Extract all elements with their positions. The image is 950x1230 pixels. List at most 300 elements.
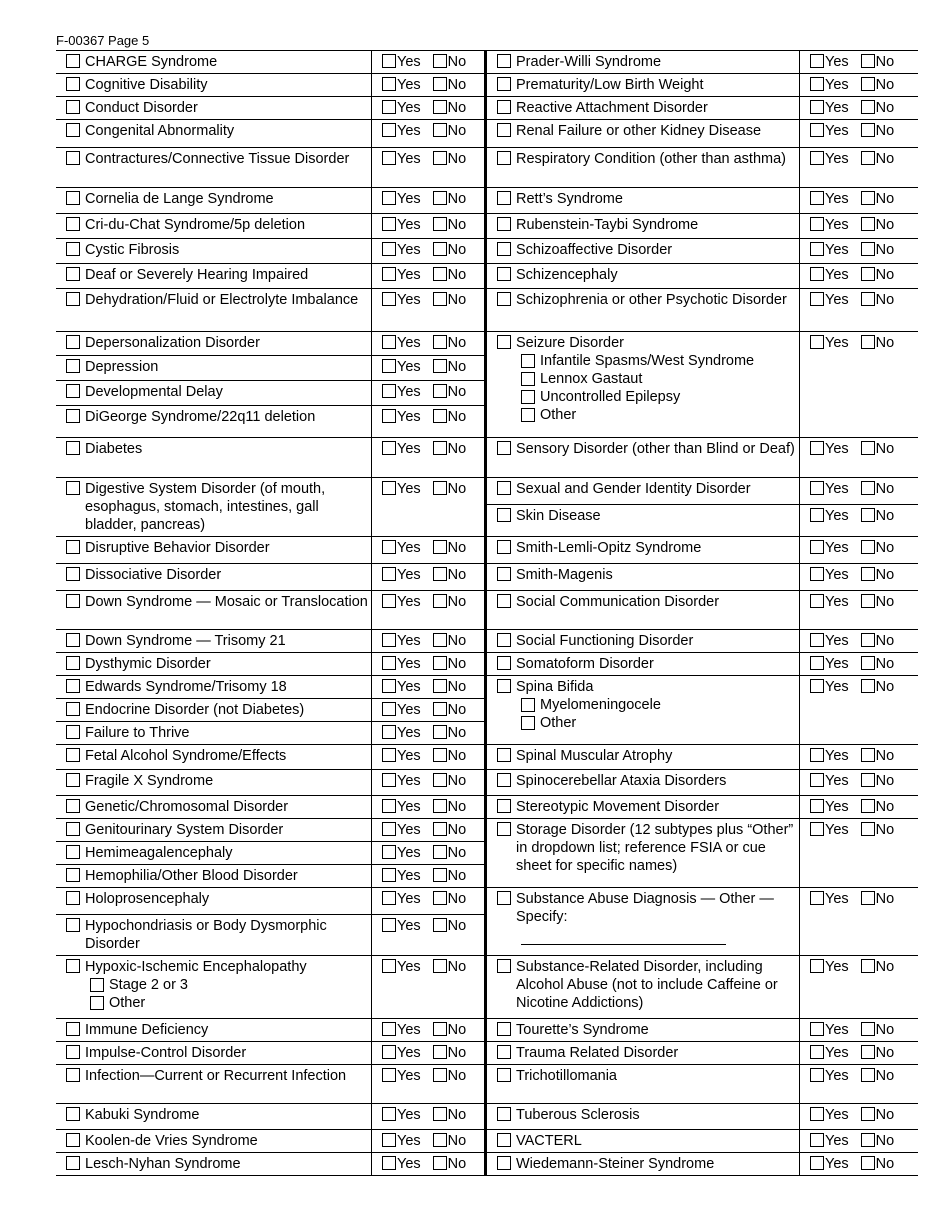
yes-checkbox[interactable]	[382, 891, 396, 905]
yes-checkbox[interactable]	[382, 1068, 396, 1082]
condition-checkbox[interactable]	[497, 959, 511, 973]
yes-checkbox[interactable]	[382, 54, 396, 68]
yes-option[interactable]	[810, 76, 849, 94]
no-option[interactable]	[861, 632, 895, 650]
no-checkbox[interactable]	[433, 335, 447, 349]
no-checkbox[interactable]	[433, 1022, 447, 1036]
yes-option[interactable]	[810, 678, 849, 696]
yes-checkbox[interactable]	[382, 191, 396, 205]
no-option[interactable]	[433, 566, 467, 584]
yes-option[interactable]	[382, 772, 421, 790]
yes-checkbox[interactable]	[382, 845, 396, 859]
no-option[interactable]	[433, 867, 467, 885]
no-checkbox[interactable]	[433, 292, 447, 306]
no-option[interactable]	[433, 241, 467, 259]
no-option[interactable]	[861, 539, 895, 557]
yes-checkbox[interactable]	[382, 217, 396, 231]
no-checkbox[interactable]	[861, 335, 875, 349]
no-checkbox[interactable]	[433, 191, 447, 205]
subtype-checkbox[interactable]	[521, 372, 535, 386]
yes-checkbox[interactable]	[810, 540, 824, 554]
no-option[interactable]	[433, 724, 467, 742]
yes-checkbox[interactable]	[382, 773, 396, 787]
no-option[interactable]	[433, 291, 467, 309]
no-checkbox[interactable]	[433, 959, 447, 973]
no-option[interactable]	[433, 440, 467, 458]
no-option[interactable]	[861, 190, 895, 208]
yes-checkbox[interactable]	[810, 656, 824, 670]
no-checkbox[interactable]	[433, 918, 447, 932]
yes-checkbox[interactable]	[810, 679, 824, 693]
no-checkbox[interactable]	[433, 868, 447, 882]
condition-checkbox[interactable]	[66, 267, 80, 281]
condition-checkbox[interactable]	[497, 540, 511, 554]
no-checkbox[interactable]	[433, 267, 447, 281]
yes-option[interactable]	[382, 539, 421, 557]
no-checkbox[interactable]	[861, 656, 875, 670]
no-option[interactable]	[861, 1021, 895, 1039]
condition-checkbox[interactable]	[66, 567, 80, 581]
condition-checkbox[interactable]	[497, 1022, 511, 1036]
no-checkbox[interactable]	[433, 242, 447, 256]
no-option[interactable]	[861, 291, 895, 309]
yes-option[interactable]	[382, 844, 421, 862]
no-checkbox[interactable]	[861, 123, 875, 137]
yes-option[interactable]	[382, 1067, 421, 1085]
yes-option[interactable]	[810, 334, 849, 352]
no-option[interactable]	[861, 480, 895, 498]
no-option[interactable]	[861, 1155, 895, 1173]
yes-option[interactable]	[382, 798, 421, 816]
condition-checkbox[interactable]	[66, 384, 80, 398]
condition-checkbox[interactable]	[66, 1156, 80, 1170]
no-option[interactable]	[433, 678, 467, 696]
yes-checkbox[interactable]	[810, 441, 824, 455]
no-checkbox[interactable]	[861, 191, 875, 205]
no-checkbox[interactable]	[433, 845, 447, 859]
no-option[interactable]	[861, 958, 895, 976]
no-option[interactable]	[861, 798, 895, 816]
no-checkbox[interactable]	[433, 656, 447, 670]
yes-option[interactable]	[382, 440, 421, 458]
yes-checkbox[interactable]	[382, 100, 396, 114]
yes-option[interactable]	[810, 1132, 849, 1150]
no-option[interactable]	[433, 632, 467, 650]
no-option[interactable]	[861, 1044, 895, 1062]
yes-option[interactable]	[810, 772, 849, 790]
no-checkbox[interactable]	[861, 1045, 875, 1059]
no-checkbox[interactable]	[433, 594, 447, 608]
yes-option[interactable]	[810, 1044, 849, 1062]
no-option[interactable]	[861, 678, 895, 696]
yes-checkbox[interactable]	[382, 481, 396, 495]
no-checkbox[interactable]	[433, 633, 447, 647]
subtype-checkbox[interactable]	[521, 390, 535, 404]
condition-checkbox[interactable]	[497, 799, 511, 813]
yes-option[interactable]	[382, 150, 421, 168]
yes-option[interactable]	[810, 655, 849, 673]
no-option[interactable]	[433, 408, 467, 426]
condition-checkbox[interactable]	[66, 725, 80, 739]
no-checkbox[interactable]	[861, 100, 875, 114]
yes-option[interactable]	[382, 291, 421, 309]
no-checkbox[interactable]	[861, 1133, 875, 1147]
specify-input-line[interactable]	[521, 930, 726, 945]
condition-checkbox[interactable]	[66, 540, 80, 554]
condition-checkbox[interactable]	[497, 1156, 511, 1170]
yes-checkbox[interactable]	[810, 242, 824, 256]
condition-checkbox[interactable]	[497, 679, 511, 693]
condition-checkbox[interactable]	[497, 151, 511, 165]
yes-option[interactable]	[810, 1155, 849, 1173]
condition-checkbox[interactable]	[497, 633, 511, 647]
subtype-checkbox[interactable]	[90, 978, 104, 992]
condition-checkbox[interactable]	[497, 242, 511, 256]
no-option[interactable]	[861, 122, 895, 140]
condition-checkbox[interactable]	[66, 959, 80, 973]
condition-checkbox[interactable]	[497, 335, 511, 349]
yes-checkbox[interactable]	[810, 748, 824, 762]
yes-checkbox[interactable]	[382, 267, 396, 281]
condition-checkbox[interactable]	[497, 748, 511, 762]
yes-option[interactable]	[810, 480, 849, 498]
no-option[interactable]	[861, 99, 895, 117]
no-option[interactable]	[861, 890, 895, 908]
condition-checkbox[interactable]	[66, 1045, 80, 1059]
no-checkbox[interactable]	[861, 54, 875, 68]
yes-checkbox[interactable]	[382, 725, 396, 739]
yes-option[interactable]	[810, 53, 849, 71]
yes-option[interactable]	[382, 958, 421, 976]
yes-option[interactable]	[810, 798, 849, 816]
no-option[interactable]	[861, 821, 895, 839]
no-option[interactable]	[861, 440, 895, 458]
no-checkbox[interactable]	[861, 217, 875, 231]
condition-checkbox[interactable]	[66, 1107, 80, 1121]
yes-option[interactable]	[810, 539, 849, 557]
condition-checkbox[interactable]	[497, 441, 511, 455]
no-checkbox[interactable]	[433, 481, 447, 495]
condition-checkbox[interactable]	[497, 1068, 511, 1082]
yes-checkbox[interactable]	[810, 77, 824, 91]
condition-checkbox[interactable]	[497, 594, 511, 608]
condition-checkbox[interactable]	[66, 868, 80, 882]
condition-checkbox[interactable]	[497, 481, 511, 495]
yes-checkbox[interactable]	[382, 594, 396, 608]
no-checkbox[interactable]	[433, 123, 447, 137]
no-option[interactable]	[861, 593, 895, 611]
no-checkbox[interactable]	[433, 151, 447, 165]
condition-checkbox[interactable]	[497, 1133, 511, 1147]
yes-checkbox[interactable]	[382, 679, 396, 693]
yes-option[interactable]	[382, 890, 421, 908]
no-option[interactable]	[433, 150, 467, 168]
no-option[interactable]	[433, 844, 467, 862]
yes-checkbox[interactable]	[810, 594, 824, 608]
yes-option[interactable]	[382, 1044, 421, 1062]
yes-checkbox[interactable]	[810, 1107, 824, 1121]
yes-checkbox[interactable]	[382, 868, 396, 882]
yes-option[interactable]	[382, 266, 421, 284]
no-option[interactable]	[433, 1021, 467, 1039]
yes-option[interactable]	[382, 76, 421, 94]
condition-checkbox[interactable]	[66, 481, 80, 495]
yes-checkbox[interactable]	[382, 335, 396, 349]
yes-checkbox[interactable]	[382, 409, 396, 423]
condition-checkbox[interactable]	[66, 441, 80, 455]
no-option[interactable]	[433, 593, 467, 611]
no-option[interactable]	[433, 99, 467, 117]
no-option[interactable]	[433, 480, 467, 498]
condition-checkbox[interactable]	[66, 335, 80, 349]
no-option[interactable]	[861, 150, 895, 168]
yes-checkbox[interactable]	[810, 335, 824, 349]
yes-checkbox[interactable]	[382, 1156, 396, 1170]
yes-checkbox[interactable]	[382, 540, 396, 554]
yes-option[interactable]	[382, 216, 421, 234]
no-option[interactable]	[433, 655, 467, 673]
condition-checkbox[interactable]	[66, 191, 80, 205]
yes-option[interactable]	[382, 593, 421, 611]
no-checkbox[interactable]	[433, 891, 447, 905]
no-checkbox[interactable]	[433, 384, 447, 398]
yes-option[interactable]	[382, 655, 421, 673]
yes-option[interactable]	[810, 890, 849, 908]
yes-checkbox[interactable]	[382, 799, 396, 813]
no-option[interactable]	[433, 917, 467, 935]
no-checkbox[interactable]	[861, 748, 875, 762]
no-checkbox[interactable]	[433, 1133, 447, 1147]
no-option[interactable]	[861, 1067, 895, 1085]
no-checkbox[interactable]	[433, 702, 447, 716]
no-checkbox[interactable]	[861, 540, 875, 554]
no-checkbox[interactable]	[433, 725, 447, 739]
condition-checkbox[interactable]	[66, 918, 80, 932]
yes-checkbox[interactable]	[382, 441, 396, 455]
no-option[interactable]	[433, 772, 467, 790]
condition-checkbox[interactable]	[66, 679, 80, 693]
yes-checkbox[interactable]	[810, 959, 824, 973]
no-checkbox[interactable]	[861, 242, 875, 256]
yes-checkbox[interactable]	[382, 567, 396, 581]
condition-checkbox[interactable]	[497, 891, 511, 905]
condition-checkbox[interactable]	[497, 508, 511, 522]
yes-checkbox[interactable]	[810, 1133, 824, 1147]
yes-option[interactable]	[810, 747, 849, 765]
condition-checkbox[interactable]	[66, 1133, 80, 1147]
yes-option[interactable]	[382, 190, 421, 208]
no-option[interactable]	[861, 216, 895, 234]
no-option[interactable]	[433, 747, 467, 765]
yes-checkbox[interactable]	[810, 799, 824, 813]
condition-checkbox[interactable]	[66, 77, 80, 91]
no-checkbox[interactable]	[861, 77, 875, 91]
condition-checkbox[interactable]	[66, 633, 80, 647]
condition-checkbox[interactable]	[66, 702, 80, 716]
yes-option[interactable]	[810, 1021, 849, 1039]
no-option[interactable]	[433, 1106, 467, 1124]
yes-checkbox[interactable]	[810, 1156, 824, 1170]
no-option[interactable]	[433, 1044, 467, 1062]
no-option[interactable]	[861, 266, 895, 284]
no-checkbox[interactable]	[433, 799, 447, 813]
no-checkbox[interactable]	[433, 748, 447, 762]
condition-checkbox[interactable]	[497, 191, 511, 205]
condition-checkbox[interactable]	[66, 773, 80, 787]
yes-checkbox[interactable]	[382, 1022, 396, 1036]
yes-option[interactable]	[382, 53, 421, 71]
yes-option[interactable]	[382, 917, 421, 935]
yes-checkbox[interactable]	[382, 1045, 396, 1059]
no-option[interactable]	[861, 507, 895, 525]
condition-checkbox[interactable]	[497, 822, 511, 836]
condition-checkbox[interactable]	[66, 151, 80, 165]
no-option[interactable]	[433, 216, 467, 234]
no-option[interactable]	[861, 772, 895, 790]
condition-checkbox[interactable]	[497, 656, 511, 670]
no-checkbox[interactable]	[433, 217, 447, 231]
condition-checkbox[interactable]	[66, 123, 80, 137]
yes-option[interactable]	[810, 440, 849, 458]
yes-checkbox[interactable]	[382, 918, 396, 932]
no-checkbox[interactable]	[861, 594, 875, 608]
yes-checkbox[interactable]	[810, 1022, 824, 1036]
yes-checkbox[interactable]	[810, 773, 824, 787]
yes-option[interactable]	[810, 507, 849, 525]
no-option[interactable]	[433, 190, 467, 208]
subtype-checkbox[interactable]	[521, 408, 535, 422]
no-checkbox[interactable]	[861, 959, 875, 973]
condition-checkbox[interactable]	[66, 1068, 80, 1082]
no-option[interactable]	[433, 266, 467, 284]
yes-option[interactable]	[382, 867, 421, 885]
yes-option[interactable]	[810, 958, 849, 976]
condition-checkbox[interactable]	[66, 409, 80, 423]
no-checkbox[interactable]	[433, 441, 447, 455]
no-option[interactable]	[433, 1132, 467, 1150]
no-option[interactable]	[433, 53, 467, 71]
no-checkbox[interactable]	[861, 567, 875, 581]
condition-checkbox[interactable]	[66, 242, 80, 256]
condition-checkbox[interactable]	[66, 594, 80, 608]
yes-checkbox[interactable]	[382, 702, 396, 716]
yes-checkbox[interactable]	[810, 151, 824, 165]
yes-option[interactable]	[810, 122, 849, 140]
no-option[interactable]	[861, 566, 895, 584]
no-option[interactable]	[861, 1106, 895, 1124]
yes-option[interactable]	[382, 358, 421, 376]
no-checkbox[interactable]	[433, 822, 447, 836]
condition-checkbox[interactable]	[66, 292, 80, 306]
condition-checkbox[interactable]	[66, 891, 80, 905]
no-checkbox[interactable]	[433, 100, 447, 114]
subtype-checkbox[interactable]	[90, 996, 104, 1010]
no-checkbox[interactable]	[861, 679, 875, 693]
no-option[interactable]	[861, 1132, 895, 1150]
no-option[interactable]	[433, 958, 467, 976]
no-checkbox[interactable]	[861, 508, 875, 522]
no-option[interactable]	[433, 76, 467, 94]
no-checkbox[interactable]	[433, 359, 447, 373]
yes-option[interactable]	[382, 122, 421, 140]
no-checkbox[interactable]	[861, 1107, 875, 1121]
yes-option[interactable]	[810, 1067, 849, 1085]
yes-checkbox[interactable]	[382, 292, 396, 306]
yes-checkbox[interactable]	[810, 1045, 824, 1059]
no-option[interactable]	[861, 241, 895, 259]
condition-checkbox[interactable]	[66, 799, 80, 813]
yes-checkbox[interactable]	[382, 959, 396, 973]
no-option[interactable]	[433, 701, 467, 719]
condition-checkbox[interactable]	[66, 54, 80, 68]
no-checkbox[interactable]	[861, 441, 875, 455]
yes-option[interactable]	[382, 821, 421, 839]
yes-checkbox[interactable]	[810, 191, 824, 205]
yes-option[interactable]	[382, 408, 421, 426]
yes-checkbox[interactable]	[810, 567, 824, 581]
no-checkbox[interactable]	[861, 1068, 875, 1082]
condition-checkbox[interactable]	[497, 773, 511, 787]
yes-checkbox[interactable]	[382, 151, 396, 165]
yes-checkbox[interactable]	[382, 656, 396, 670]
no-option[interactable]	[861, 747, 895, 765]
condition-checkbox[interactable]	[66, 100, 80, 114]
yes-checkbox[interactable]	[382, 822, 396, 836]
yes-checkbox[interactable]	[810, 292, 824, 306]
yes-checkbox[interactable]	[810, 481, 824, 495]
condition-checkbox[interactable]	[497, 77, 511, 91]
yes-option[interactable]	[810, 241, 849, 259]
yes-option[interactable]	[382, 383, 421, 401]
yes-option[interactable]	[810, 150, 849, 168]
condition-checkbox[interactable]	[66, 359, 80, 373]
yes-option[interactable]	[382, 724, 421, 742]
no-checkbox[interactable]	[433, 409, 447, 423]
subtype-checkbox[interactable]	[521, 354, 535, 368]
no-option[interactable]	[433, 539, 467, 557]
yes-option[interactable]	[382, 99, 421, 117]
yes-checkbox[interactable]	[382, 748, 396, 762]
no-option[interactable]	[433, 358, 467, 376]
yes-checkbox[interactable]	[810, 508, 824, 522]
condition-checkbox[interactable]	[66, 217, 80, 231]
yes-checkbox[interactable]	[810, 891, 824, 905]
yes-option[interactable]	[810, 1106, 849, 1124]
yes-checkbox[interactable]	[382, 1133, 396, 1147]
yes-option[interactable]	[810, 632, 849, 650]
condition-checkbox[interactable]	[497, 1045, 511, 1059]
yes-checkbox[interactable]	[382, 384, 396, 398]
no-option[interactable]	[861, 53, 895, 71]
yes-checkbox[interactable]	[382, 1107, 396, 1121]
yes-option[interactable]	[382, 678, 421, 696]
yes-checkbox[interactable]	[810, 267, 824, 281]
no-checkbox[interactable]	[861, 799, 875, 813]
yes-option[interactable]	[810, 190, 849, 208]
no-option[interactable]	[433, 1067, 467, 1085]
subtype-checkbox[interactable]	[521, 698, 535, 712]
condition-checkbox[interactable]	[497, 54, 511, 68]
no-option[interactable]	[433, 798, 467, 816]
yes-option[interactable]	[382, 1155, 421, 1173]
subtype-checkbox[interactable]	[521, 716, 535, 730]
yes-checkbox[interactable]	[810, 822, 824, 836]
condition-checkbox[interactable]	[497, 292, 511, 306]
condition-checkbox[interactable]	[497, 217, 511, 231]
no-checkbox[interactable]	[433, 1107, 447, 1121]
yes-checkbox[interactable]	[810, 123, 824, 137]
no-checkbox[interactable]	[861, 292, 875, 306]
